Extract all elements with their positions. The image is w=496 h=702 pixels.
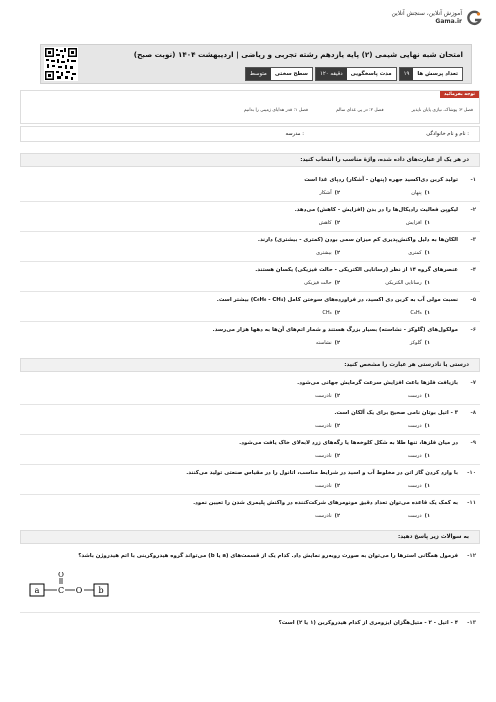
group-b-label: b [98,586,104,595]
question-number: ۳- [470,237,476,243]
question-text: عنصرهای گروه ۱۴ از نظر (رسانایی الکتریکی - حالت فیزیکی) یکسان هستند. [255,267,458,273]
question-text: بازیافت فلزها باعث افزایش سرعت گرمایش جهانی می‌شود. [297,380,458,386]
divider [20,464,480,465]
exam-title: امتحان شبه نهایی شیمی (۲) پایه یازدهم رشته تجربی و ریاضی | اردیبهشت ۱۴۰۴ (نوبت صبح) [133,50,463,59]
answer-option[interactable]: ۱)رسانایی الکتریکی [385,280,430,286]
gama-logo-icon [466,10,482,26]
school-label: مدرسه : [285,131,304,137]
question-text: مولکول‌های (گلوکز - نشاسته) بسیار بزرگ هستند و شمار اتم‌های آن‌ها به دهها هزار می‌رسد. [212,327,458,333]
question-number: ۱۲- [467,553,476,559]
name-label: نام و نام خانوادگی : [426,131,469,137]
section-header-3: به سوالات زیر پاسخ دهید: [20,530,480,544]
answer-option[interactable]: ۱)درست [407,483,430,489]
divider [20,231,480,232]
question-number: ۱- [470,177,476,183]
answer-option[interactable]: ۱)افزایش [405,220,430,226]
question-text: نسبت مولی آب به کربن دی اکسید، در فراورده‌های سوختن کامل (C₆H₆ - CH₄) بیشتر است. [216,297,458,303]
answer-option[interactable]: ۱)درست [407,513,430,519]
question-text: فرمول همگانی استرها را می‌توان به صورت روبه‌رو نمایش داد. کدام یک از قسمت‌های (a یا b) می‌تواند گروه هیدروکربنی با اتم هیدروژن باشد؟ [78,553,458,559]
question-number: ۱۳- [467,620,476,626]
oxygen-label: O [58,572,64,579]
lesson-item: فصل ۱: قدر هدایای زمینی را بدانیم [243,108,308,113]
chip-value: متوسط [246,68,271,80]
divider [20,201,480,202]
group-a-label: a [34,586,40,595]
divider [20,291,480,292]
chip-label: مدت پاسخگویی [347,68,396,80]
question-number: ۱۰- [467,470,476,476]
answer-option[interactable]: ۱)C₆H₆ [410,310,430,316]
answer-option[interactable]: ۲)بیشتری [316,250,340,256]
divider [20,612,480,613]
answer-option[interactable]: ۲)نادرست [314,393,340,399]
answer-option[interactable]: ۲)نادرست [314,483,340,489]
chip-label: سطح سختی [271,68,312,80]
answer-option[interactable]: ۲)نادرست [314,453,340,459]
lesson-item: فصل ۲: در پی غذای سالم [336,108,384,113]
duration-chip [315,67,397,81]
question-text: به کمک یک قاعده می‌توان تعداد دقیق مونومرهای شرکت‌کننده در واکنش پلیمری شدن را تعیین نمود. [193,500,458,506]
top-bar [0,0,496,44]
answer-option[interactable]: ۱)درست [407,393,430,399]
question-count-chip [399,67,463,81]
divider [20,261,480,262]
question-number: ۲- [470,207,476,213]
section-header-1: در هر یک از عبارت‌های داده شده، واژهٔ مناسب را انتخاب کنید: [20,153,480,167]
answer-option[interactable]: ۲)کاهش [318,220,340,226]
question-number: ۹- [470,440,476,446]
answer-option[interactable]: ۱)پنهان [411,190,430,196]
question-number: ۸- [470,410,476,416]
difficulty-chip [245,67,313,81]
answer-option[interactable]: ۱)درست [407,423,430,429]
question-text: ۳ - اتیل بوتان نامی صحیح برای یک آلکان است. [334,410,458,416]
answer-option[interactable]: ۲)CH₄ [322,310,340,316]
divider [20,494,480,495]
answer-option[interactable]: ۱)گلوکز [409,340,430,346]
question-number: ۶- [470,327,476,333]
question-number: ۴- [470,267,476,273]
brand-logo[interactable] [391,10,482,26]
exam-info-chips [245,67,463,81]
question-text: تولید کربن دی‌اکسید جهره (پنهان - آشکار) ردپای غذا است [304,177,458,183]
lesson-list [244,108,473,113]
section-header-2: درستی یا نادرستی هر عبارت را مشخص کنید: [20,358,480,372]
answer-option[interactable]: ۲)نادرست [314,513,340,519]
question-number: ۷- [470,380,476,386]
ester-structure-diagram [28,572,118,606]
brand-tagline: آموزش آنلاین، سنجش آنلاین [391,10,462,17]
question-text: لیکوپن فعالیت رادیکال‌ها را در بدن (افزایش - کاهش) می‌دهد. [294,207,458,213]
divider [20,404,480,405]
syllabus-note [20,90,480,124]
exam-header [40,44,472,84]
answer-option[interactable]: ۲)نشاسته [315,340,340,346]
question-text: الکان‌ها به دلیل واکنش‌پذیری کم میزان سمی بودن (کمتری - بیشتری) دارند. [257,237,458,243]
note-tag: توجه بفرمائید [440,91,479,98]
answer-option[interactable]: ۱)درست [407,453,430,459]
divider [20,434,480,435]
divider [20,321,480,322]
question-text: در میان فلزها، تنها طلا به شکل کلوخه‌ها یا رگه‌های زرد لابه‌لای خاک یافت می‌شود. [239,440,458,446]
answer-option[interactable]: ۲)آشکار [319,190,340,196]
question-text: ۴ - اتیل - ۲ - متیل‌هگزان ایزومری از کدام هیدروکربن (۱ یا ۲) است؟ [278,620,458,626]
chip-value: ۱۹ [400,68,414,80]
student-info [20,126,480,142]
oxygen-label: O [75,586,83,595]
question-number: ۱۱- [467,500,476,506]
brand-domain: Gama.ir [435,18,462,25]
lesson-item: فصل ۳: پوشاک، نیازی پایان ناپذیر [411,108,473,113]
answer-option[interactable]: ۱)کمتری [408,250,430,256]
chip-value: ۱۲۰ دقیقه [316,68,347,80]
question-text: با وارد کردن گاز اتن در مخلوط آب و اسید در شرایط مناسب، اتانول را در مقیاس صنعتی تولید می‌کنند. [186,470,458,476]
answer-option[interactable]: ۲)حالت فیزیکی [304,280,340,286]
carbon-label: C [57,586,65,595]
question-number: ۵- [470,297,476,303]
answer-option[interactable]: ۲)نادرست [314,423,340,429]
qr-code-icon[interactable] [44,47,78,81]
chip-label: تعداد پرسش ها [413,68,462,80]
